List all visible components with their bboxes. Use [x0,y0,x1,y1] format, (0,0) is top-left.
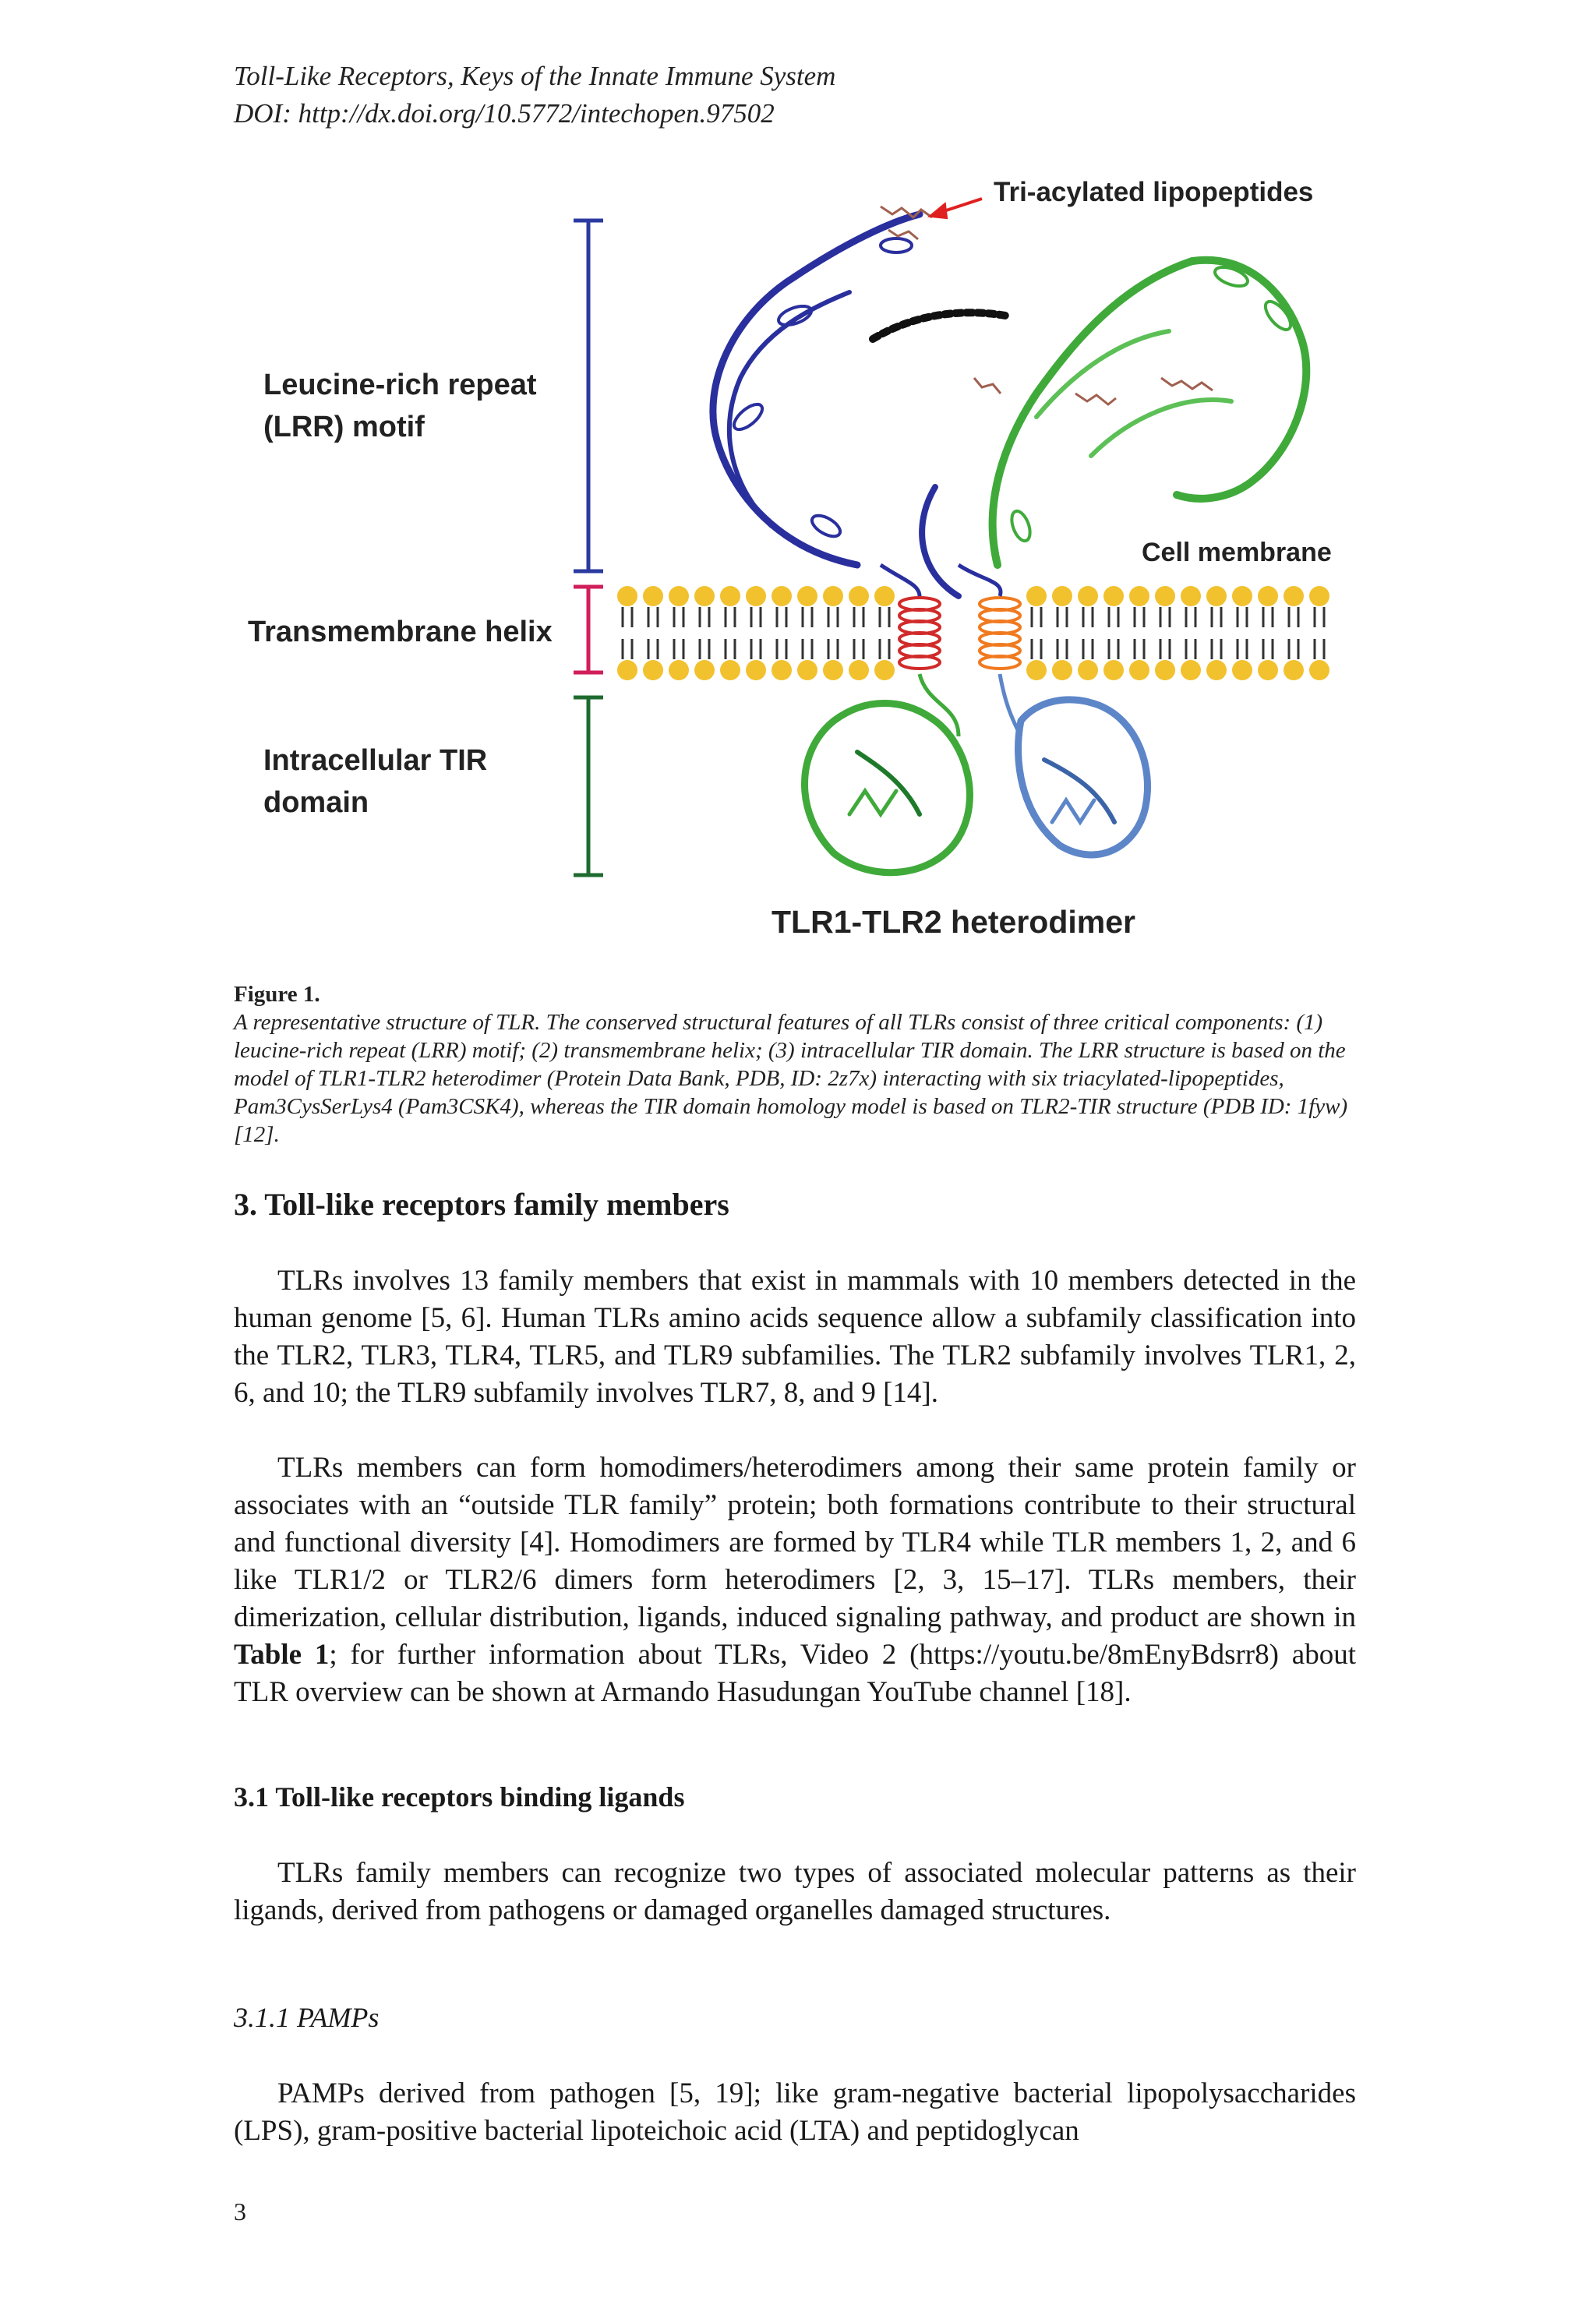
lipid-head [617,586,637,606]
lipid-head [797,660,817,680]
lipid-head [1258,586,1278,606]
lipid-head [849,660,869,680]
caption-text: A representative structure of TLR. The conserved structural features of all TLRs consist of three critical components: (1) leucine-rich repeat (LRR) motif; (2) transmembrane helix; (3) intracellular TIR domain. The LRR structure is based on the model of TLR1-TLR2 heterodimer (Protein Data Bank, PDB, ID: 2z7x) interacting with six triacylated-lipopeptides, Pam3CysSerLys4 (Pam3CSK4), whereas the TIR domain homology model is based on TLR2-TIR structure (PDB ID: 1fyw) [12]. [234,1010,1348,1147]
header-doi: DOI: http://dx.doi.org/10.5772/intechopen.97502 [234,98,775,129]
paragraph-text: ; for further information about TLRs, Video 2 (https://youtu.be/8mEnyBdsrr8) about TLR overview can be shown at Armando Hasudungan YouTube channel [18]. [234,1639,1356,1708]
lipid-head [1052,660,1072,680]
lipid-head [772,660,792,680]
label-tir-line2: domain [263,786,369,819]
lipid-head [720,660,740,680]
lipid-head [746,660,766,680]
page-number: 3 [234,2197,246,2226]
lipid-head [772,586,792,606]
figure-caption [234,980,1356,1149]
label-transmembrane-helix: Transmembrane helix [248,616,553,648]
lipid-head [1232,660,1252,680]
paragraph [234,1262,1356,1412]
lipid-head [1129,586,1149,606]
subsubsection-heading: 3.1.1 PAMPs [234,2002,380,2033]
transmembrane-helix-tlr1 [899,598,940,669]
lipid-head [746,586,766,606]
lipid-head [1309,660,1329,680]
lipid-head [1232,586,1252,606]
lipid-head [1103,660,1124,680]
paragraph-text: TLRs family members can recognize two types of associated molecular patterns as their ligands, derived from pathogens or damaged organelles damaged structures. [234,1857,1356,1926]
tlr1-tir-domain [805,704,970,873]
paragraph-text: TLRs members can form homodimers/heterodimers among their same protein family or associates with an “outside TLR family” protein; both formations contribute to their structural and functional diversity [4]. Homodimers are formed by TLR4 while TLR members 1, 2, and 6 like TLR1/2 or TLR2/6 dimers form heterodimers [2, 3, 15–17]. TLRs members, their dimerization, cellular distribution, ligands, induced signaling pathway, and product are shown in [234,1452,1356,1633]
figure-1 [234,160,1372,962]
lipid-head [1309,586,1329,606]
tlr2-tir-domain [1019,700,1148,855]
lipid-head [1284,586,1304,606]
lipid-head [1284,660,1304,680]
lipid-head [823,660,843,680]
lipid-head [797,586,817,606]
lipid-head [1206,586,1227,606]
lipid-head [1155,660,1175,680]
lipid-head [1103,586,1124,606]
lipid-head [1155,586,1175,606]
lipid-head [643,586,663,606]
header-title: Toll-Like Receptors, Keys of the Innate Immune System [234,61,836,91]
label-lrr-line1: Leucine-rich repeat [263,369,537,401]
lrr-bracket [574,221,603,571]
lipid-head [643,660,663,680]
tm-bracket [574,587,603,672]
lipid-head [1026,586,1047,606]
section-heading: 3. Toll-like receptors family members [234,1187,729,1222]
lipid-bilayer [617,586,1329,680]
paragraph-text: TLRs involves 13 family members that exist in mammals with 10 members detected in the human genome [5, 6]. Human TLRs amino acids sequence allow a subfamily classification into the TLR2, TLR3, TLR4, TLR5, and TLR9 subfamilies. The TLR2 subfamily involves TLR1, 2, 6, and 10; the TLR9 subfamily involves TLR7, 8, and 9 [14]. [234,1265,1356,1409]
running-header [234,58,1403,132]
lipid-head [849,586,869,606]
paragraph [234,1449,1356,1711]
lipid-head [669,586,689,606]
lipid-head [823,586,843,606]
transmembrane-helix-tlr2 [980,598,1020,669]
lipid-head [1181,660,1201,680]
lipid-head [1026,660,1047,680]
lipid-head [1052,586,1072,606]
lipid-head [694,660,715,680]
lipid-head [669,660,689,680]
lipopeptide-arrow [931,199,982,217]
tlr2-lrr-structure [993,260,1307,565]
label-heterodimer: TLR1-TLR2 heterodimer [772,904,1135,940]
caption-title: Figure 1. [234,982,320,1007]
paragraph [234,1855,1356,1929]
lipid-head [874,586,895,606]
lipid-head [1078,586,1098,606]
subsection-heading: 3.1 Toll-like receptors binding ligands [234,1781,685,1813]
lipid-head [720,586,740,606]
lipid-head [1129,660,1149,680]
lipid-head [617,660,637,680]
lipid-head [1078,660,1098,680]
lipid-head [1258,660,1278,680]
paragraph-text: PAMPs derived from pathogen [5, 19]; like gram-negative bacterial lipopolysaccharides (LPS), gram-positive bacterial lipoteichoic acid (LTA) and peptidoglycan [234,2077,1356,2147]
lipid-head [874,660,895,680]
label-tir-line1: Intracellular TIR [263,744,488,777]
label-lipopeptides: Tri-acylated lipopeptides [994,177,1314,207]
label-cell-membrane: Cell membrane [1142,538,1332,567]
paragraph [234,2075,1356,2150]
lipid-head [694,586,715,606]
lipid-head [1206,660,1227,680]
lipid-head [1181,586,1201,606]
tir-bracket [574,697,603,875]
table-reference: Table 1 [234,1639,330,1671]
label-lrr-line2: (LRR) motif [263,411,425,443]
